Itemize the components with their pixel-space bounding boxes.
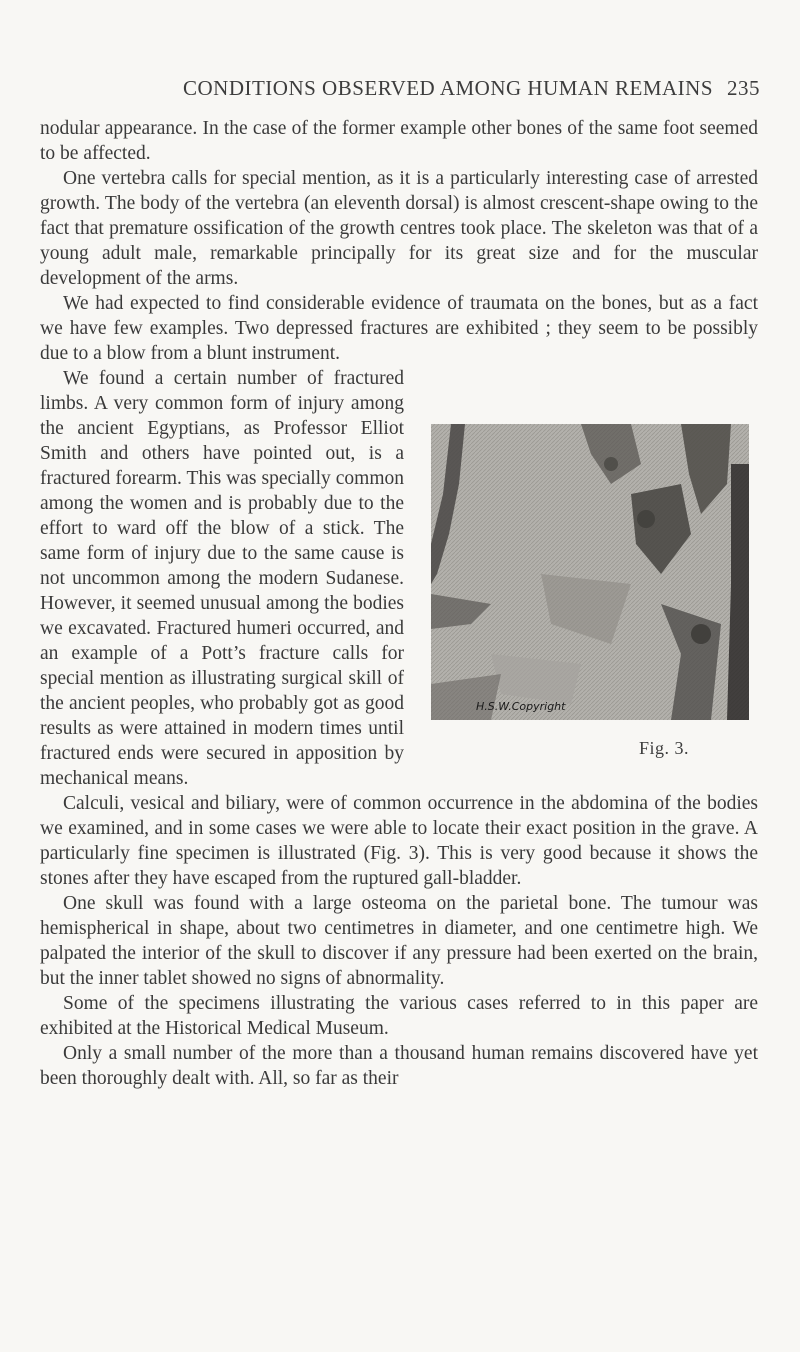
gallstones-photograph — [431, 424, 749, 720]
paragraph: Only a small number of the more than a thousand human remains discovered have yet been thoroughly dealt with. All, so far as their — [40, 1043, 758, 1089]
paragraph: One vertebra calls for special mention, as it is a particularly interesting case of arrested growth. The body of the vertebra (an eleventh dorsal) is almost crescent-shape owing to the fact that premature ossification of the growth centres took place. The skeleton was that of a young adult male, remarkable principally for its great size and for the muscular development of the arms. — [40, 168, 758, 289]
paragraph: Some of the specimens illustrating the various cases referred to in this paper are exhibited at the Historical Medical Museum. — [40, 993, 758, 1039]
running-head-title: CONDITIONS OBSERVED AMONG HUMAN REMAINS — [182, 76, 713, 100]
photo-credit: H.S.W.Copyright — [476, 700, 566, 713]
paragraph: nodular appearance. In the case of the former example other bones of the same foot seemed to be affected. — [40, 118, 758, 164]
paragraph-text: We found a certain number of fractured limbs. A very common form of injury among the ancient Egyptians, as Professor Elliot Smith and others have pointed out, is a fractured forearm. This was specially common among the women and is probably due to the effort to ward off the blow of a stick. The same form of injury due to the same cause is not uncommon among the modern Sudanese. However, it seemed unusual among the bodies we excavated. Fractured humeri occurred, and an example of a Pott’s fracture calls for special mention as illustrating surgical skill of the ancient peoples, who probably got as good results as were attained in modern times until fractured ends were secured in apposition by mechanical means. — [40, 368, 404, 789]
figure-3 — [416, 424, 758, 764]
running-head — [60, 76, 760, 101]
figure-caption: Fig. 3. — [639, 738, 690, 758]
paragraph — [40, 366, 758, 791]
photo-texture — [431, 424, 749, 720]
paragraph: We had expected to find considerable evidence of traumata on the bones, but as a fact we have few examples. Two depressed fractures are exhibited ; they seem to be possibly due to a blow from a blunt instrument. — [40, 293, 758, 364]
body-text — [40, 116, 758, 1091]
page-number: 235 — [727, 76, 760, 100]
paragraph: One skull was found with a large osteoma on the parietal bone. The tumour was hemispherical in shape, about two centimetres in diameter, and one centimetre high. We palpated the interior of the skull to discover if any pressure had been exerted on the brain, but the inner tablet showed no signs of abnormality. — [40, 893, 758, 989]
paragraph: Calculi, vesical and biliary, were of common occurrence in the abdomina of the bodies we examined, and in some cases we were able to locate their exact position in the grave. A particularly fine specimen is illustrated (Fig. 3). This is very good because it shows the stones after they have escaped from the ruptured gall-bladder. — [40, 793, 758, 889]
